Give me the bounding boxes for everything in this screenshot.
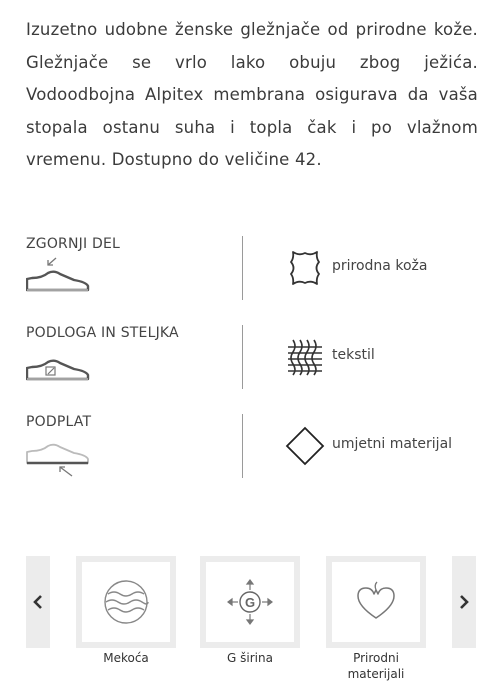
feature-card-g-width[interactable] — [200, 556, 300, 665]
material-part — [26, 325, 236, 395]
divider — [242, 325, 243, 389]
chevron-right-icon — [458, 594, 470, 610]
heart-leaf-icon — [352, 578, 400, 626]
material-part-label: PODPLAT — [26, 414, 92, 430]
feature-card-inner — [332, 562, 420, 642]
textile-weave-icon — [285, 337, 325, 377]
leather-hide-icon — [285, 248, 325, 288]
feature-label: Mekoća — [103, 651, 149, 665]
product-description: Izuzetno udobne ženske gležnjače od prirodne kože. Gležnjače se vrlo lako obuju zbog ježića. Vodoodbojna Alpitex membrana osigurava da vaša stopala ostanu suha i topla čak i po vlažnom vremenu. Dostupno do veličine 42. — [26, 20, 478, 169]
shoe-lining-icon — [26, 343, 92, 383]
divider — [242, 414, 243, 478]
feature-card-inner — [206, 562, 294, 642]
feature-label: Prirodni materijali — [347, 651, 405, 681]
softness-waves-icon — [102, 578, 150, 626]
material-name: prirodna koža — [332, 258, 428, 274]
g-width-icon — [226, 578, 274, 626]
carousel-prev-button[interactable] — [26, 556, 50, 648]
material-name: tekstil — [332, 347, 375, 363]
material-row-lining — [0, 325, 502, 395]
material-part — [26, 236, 236, 306]
svg-text:G: G — [244, 595, 256, 610]
carousel-next-button[interactable] — [452, 556, 476, 648]
material-part-label: PODLOGA IN STELJKA — [26, 325, 179, 341]
material-name: umjetni materijal — [332, 436, 453, 452]
feature-label: G širina — [227, 651, 273, 665]
material-row-upper — [0, 236, 502, 306]
shoe-outsole-icon — [26, 432, 92, 478]
material-row-outsole — [0, 414, 502, 484]
material-part — [26, 414, 236, 484]
shoe-upper-icon — [26, 254, 92, 294]
feature-card-inner — [82, 562, 170, 642]
features-carousel — [0, 556, 502, 690]
chevron-left-icon — [32, 594, 44, 610]
feature-card-softness[interactable] — [76, 556, 176, 665]
material-part-label: ZGORNJI DEL — [26, 236, 120, 252]
feature-card-natural-materials[interactable] — [326, 556, 426, 681]
diamond-icon — [285, 426, 325, 466]
divider — [242, 236, 243, 300]
